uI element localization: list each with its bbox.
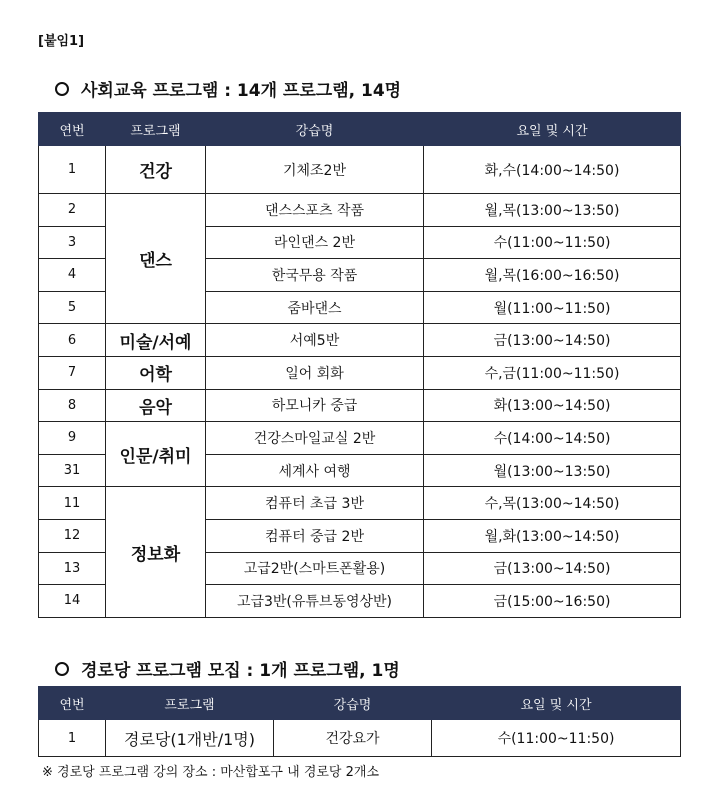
- social-education-table-body: [39, 146, 681, 618]
- section2-title: 경로당 프로그램 모집 : 1개 프로그램, 1명: [81, 661, 400, 681]
- course-name: 건강요가: [274, 720, 432, 757]
- table-header-row: [39, 113, 681, 146]
- program-category: 음악: [106, 389, 206, 422]
- header-course: 강습명: [206, 113, 424, 146]
- course-name: 컴퓨터 초급 3반: [206, 487, 424, 520]
- course-name: 서예5반: [206, 324, 424, 357]
- schedule: 월(13:00~13:50): [424, 454, 681, 487]
- course-name: 일어 회화: [206, 356, 424, 389]
- row-number: 13: [39, 552, 106, 585]
- course-name: 줌바댄스: [206, 291, 424, 324]
- schedule: 화,수(14:00~14:50): [424, 146, 681, 194]
- schedule: 수(11:00~11:50): [424, 226, 681, 259]
- circle-bullet-icon: [55, 82, 69, 96]
- circle-bullet-icon: [55, 662, 69, 676]
- row-number: 8: [39, 389, 106, 422]
- course-name: 건강스마일교실 2반: [206, 422, 424, 455]
- course-name: 하모니카 중급: [206, 389, 424, 422]
- schedule: 금(13:00~14:50): [424, 552, 681, 585]
- program-category: 정보화: [106, 487, 206, 617]
- schedule: 수(14:00~14:50): [424, 422, 681, 455]
- schedule: 월,목(16:00~16:50): [424, 259, 681, 292]
- schedule: 수(11:00~11:50): [432, 720, 681, 757]
- social-education-table: [38, 112, 681, 618]
- table-row: [39, 324, 681, 357]
- senior-center-table-body: [39, 720, 681, 757]
- attachment-label: [붙임1]: [38, 34, 85, 49]
- header-no: 연번: [39, 113, 106, 146]
- program-category: 건강: [106, 146, 206, 194]
- row-number: 7: [39, 356, 106, 389]
- course-name: 라인댄스 2반: [206, 226, 424, 259]
- section1-title: 사회교육 프로그램 : 14개 프로그램, 14명: [81, 81, 402, 101]
- program-category: 미술/서예: [106, 324, 206, 357]
- section2-heading: [55, 656, 400, 681]
- row-number: 5: [39, 291, 106, 324]
- course-name: 고급2반(스마트폰활용): [206, 552, 424, 585]
- course-name: 세계사 여행: [206, 454, 424, 487]
- row-number: 4: [39, 259, 106, 292]
- table-row: [39, 422, 681, 455]
- header-no: 연번: [39, 687, 106, 720]
- table-row: [39, 194, 681, 227]
- program-category: 어학: [106, 356, 206, 389]
- table-row: [39, 389, 681, 422]
- row-number: 14: [39, 585, 106, 618]
- header-program: 프로그램: [106, 113, 206, 146]
- row-number: 6: [39, 324, 106, 357]
- table-row: [39, 146, 681, 194]
- schedule: 월,목(13:00~13:50): [424, 194, 681, 227]
- schedule: 금(13:00~14:50): [424, 324, 681, 357]
- row-number: 12: [39, 519, 106, 552]
- senior-center-table: [38, 686, 681, 757]
- program-category: 경로당(1개반/1명): [106, 720, 274, 757]
- program-category: 인문/취미: [106, 422, 206, 487]
- row-number: 31: [39, 454, 106, 487]
- row-number: 3: [39, 226, 106, 259]
- row-number: 9: [39, 422, 106, 455]
- row-number: 1: [39, 146, 106, 194]
- table-row: [39, 356, 681, 389]
- schedule: 화(13:00~14:50): [424, 389, 681, 422]
- table-row: [39, 487, 681, 520]
- footnote: ※ 경로당 프로그램 강의 장소 : 마산합포구 내 경로당 2개소: [42, 765, 380, 780]
- row-number: 2: [39, 194, 106, 227]
- header-course: 강습명: [274, 687, 432, 720]
- schedule: 월(11:00~11:50): [424, 291, 681, 324]
- course-name: 댄스스포츠 작품: [206, 194, 424, 227]
- course-name: 컴퓨터 중급 2반: [206, 519, 424, 552]
- row-number: 11: [39, 487, 106, 520]
- row-number: 1: [39, 720, 106, 757]
- section1-heading: [55, 76, 401, 101]
- header-schedule: 요일 및 시간: [432, 687, 681, 720]
- header-program: 프로그램: [106, 687, 274, 720]
- schedule: 수,금(11:00~11:50): [424, 356, 681, 389]
- table-row: [39, 720, 681, 757]
- course-name: 기체조2반: [206, 146, 424, 194]
- schedule: 금(15:00~16:50): [424, 585, 681, 618]
- course-name: 한국무용 작품: [206, 259, 424, 292]
- header-schedule: 요일 및 시간: [424, 113, 681, 146]
- schedule: 수,목(13:00~14:50): [424, 487, 681, 520]
- schedule: 월,화(13:00~14:50): [424, 519, 681, 552]
- program-category: 댄스: [106, 194, 206, 324]
- table-header-row: [39, 687, 681, 720]
- course-name: 고급3반(유튜브동영상반): [206, 585, 424, 618]
